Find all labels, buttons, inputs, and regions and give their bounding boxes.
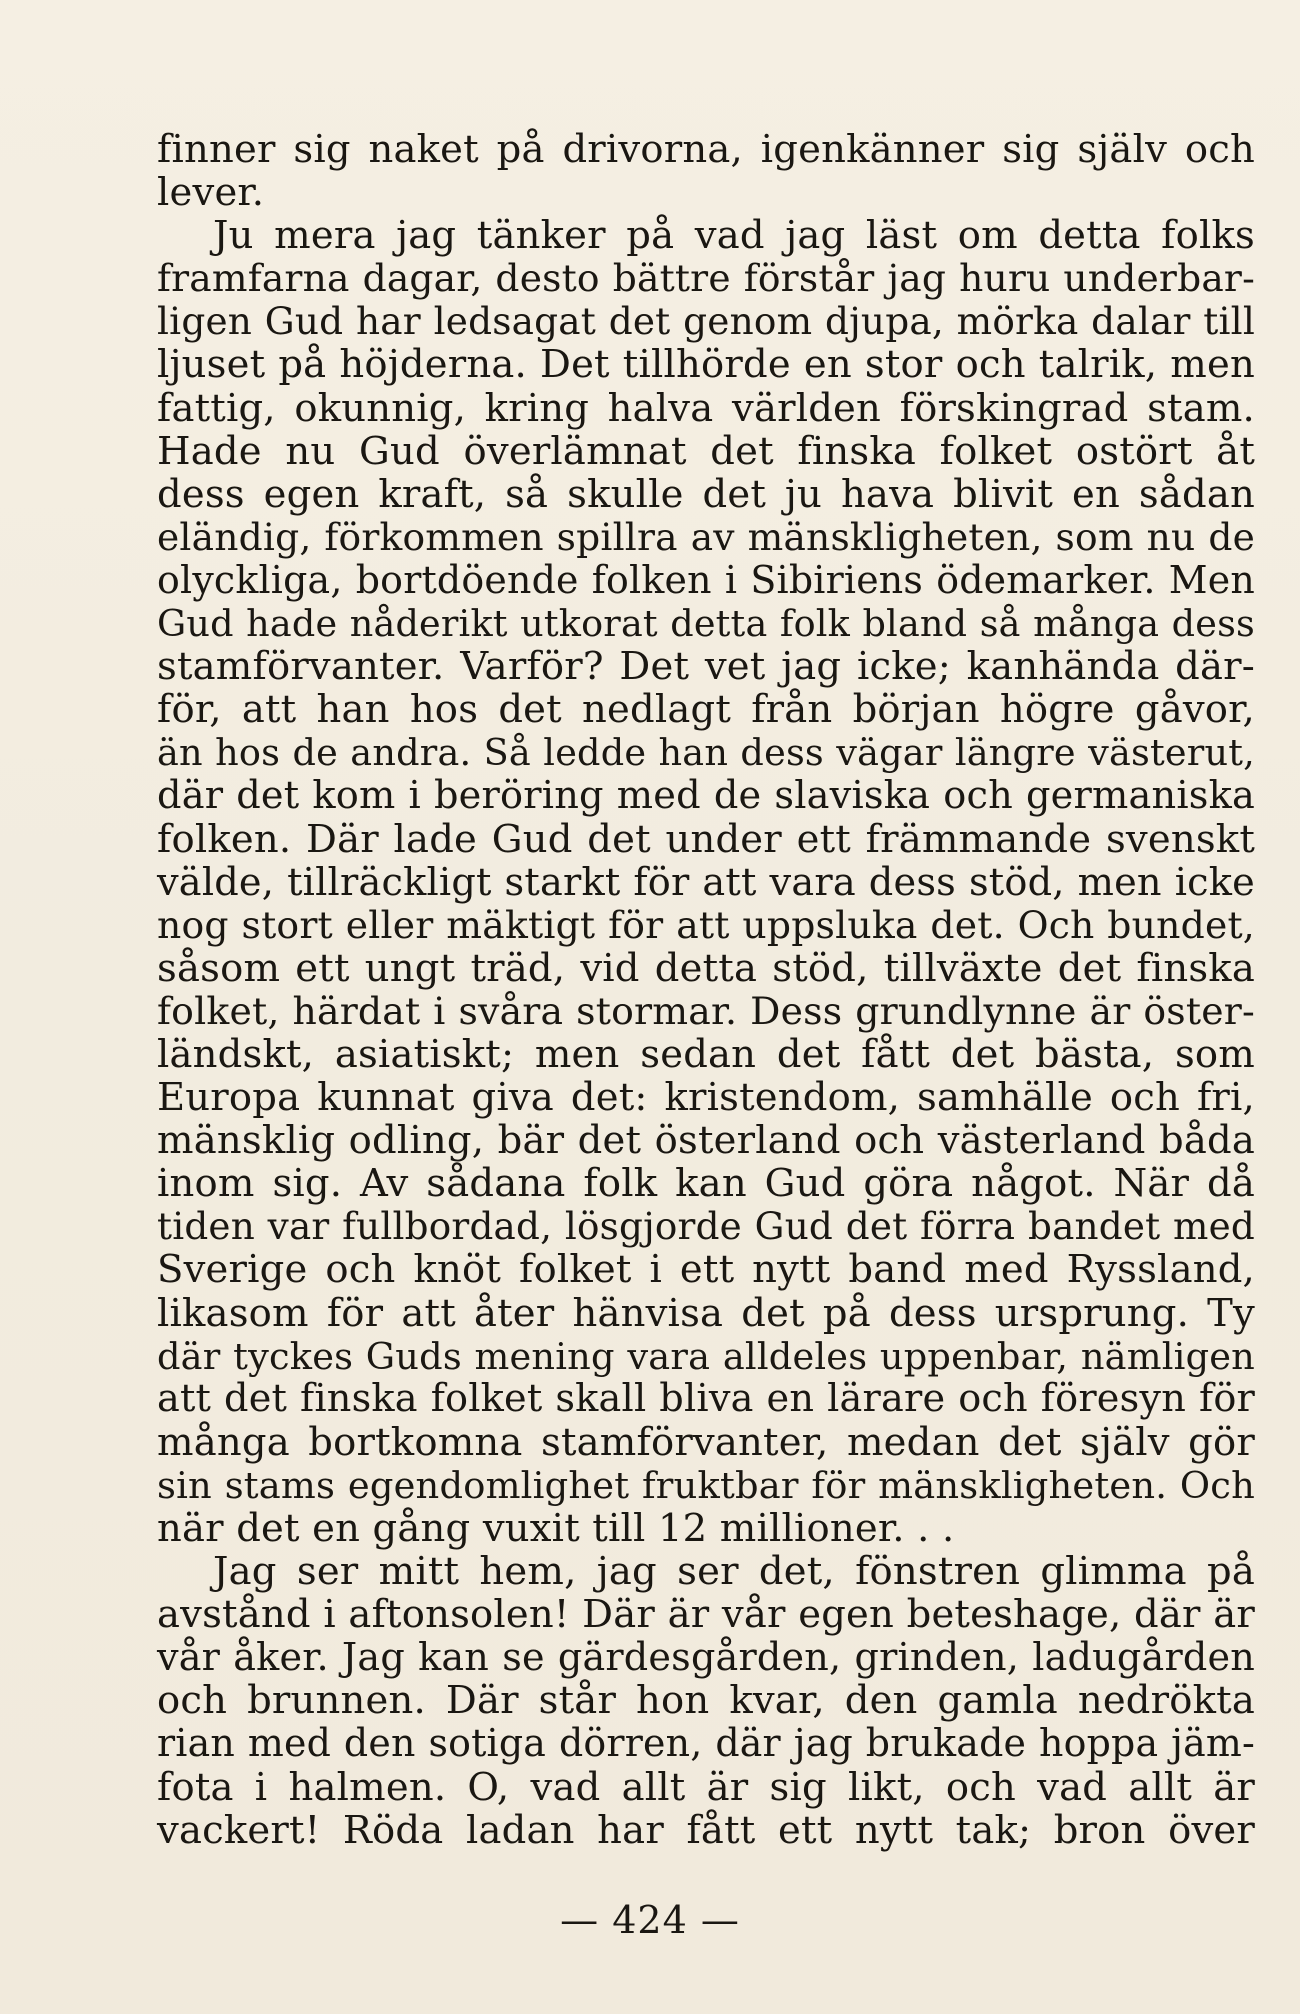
text-line: såsom ett ungt träd, vid detta stöd, tillväxte det finska <box>157 945 1255 991</box>
text-line: finner sig naket på drivorna, igenkänner sig själv och <box>157 127 1255 172</box>
text-line: lever. <box>157 170 265 216</box>
text-line: avstånd i aftonsolen! Där är vår egen beteshage, där är <box>157 1592 1255 1638</box>
text-line: och brunnen. Där står hon kvar, den gamla nedrökta <box>157 1678 1255 1724</box>
text-line: välde, tillräckligt starkt för att vara dess stöd, men icke <box>157 859 1255 905</box>
text-line: tiden var fullbordad, lösgjorde Gud det förra bandet med <box>157 1204 1255 1249</box>
text-line: rian med den sotiga dörren, där jag brukade hoppa jäm- <box>157 1721 1255 1766</box>
text-line: där tyckes Guds mening vara alldeles uppenbar, nämligen <box>157 1334 1255 1378</box>
text-line: för, att han hos det nedlagt från början högre gåvor, <box>157 687 1255 733</box>
text-line: när det en gång vuxit till 12 millioner. . . <box>157 1506 955 1551</box>
text-line: Jag ser mitt hem, jag ser det, fönstren glimma på <box>213 1549 1255 1595</box>
body-text <box>157 128 1255 1852</box>
text-line: ligen Gud har ledsagat det genom djupa, mörka dalar till <box>157 299 1255 344</box>
text-line: Europa kunnat giva det: kristendom, samhälle och fri, <box>157 1075 1255 1121</box>
text-line: framfarna dagar, desto bättre förstår jag huru underbar- <box>157 256 1255 301</box>
text-line: folket, härdat i svåra stormar. Dess grundlynne är öster- <box>157 988 1255 1033</box>
text-line: där det kom i beröring med de slaviska och germaniska <box>157 773 1255 819</box>
text-line: Gud hade nåderikt utkorat detta folk bland så många dess <box>157 602 1255 646</box>
text-line: inom sig. Av sådana folk kan Gud göra något. När då <box>157 1161 1255 1207</box>
text-line: att det finska folket skall bliva en lärare och föresyn för <box>157 1376 1255 1421</box>
text-line: stamförvanter. Varför? Det vet jag icke; kanhända där- <box>157 644 1255 690</box>
text-line: olyckliga, bortdöende folken i Sibiriens ödemarker. Men <box>157 557 1255 602</box>
text-line: Sverige och knöt folket i ett nytt band med Ryssland, <box>157 1247 1255 1293</box>
text-line: folken. Där lade Gud det under ett främmande svenskt <box>157 816 1255 862</box>
text-line: ländskt, asiatiskt; men sedan det fått det bästa, som <box>157 1031 1255 1077</box>
text-line: nog stort eller mäktigt för att uppsluka det. Och bundet, <box>157 902 1255 947</box>
text-line: mänsklig odling, bär det österland och västerland båda <box>157 1118 1255 1164</box>
text-line: fattig, okunnig, kring halva världen förskingrad stam. <box>157 385 1255 431</box>
text-line: Ju mera jag tänker på vad jag läst om detta folks <box>213 213 1255 259</box>
text-line: dess egen kraft, så skulle det ju hava blivit en sådan <box>157 471 1255 517</box>
text-line: fota i halmen. O, vad allt är sig likt, och vad allt är <box>157 1764 1255 1810</box>
page-number: — 424 — <box>560 1898 740 1942</box>
text-line: många bortkomna stamförvanter, medan det själv gör <box>157 1419 1255 1465</box>
text-line: ljuset på höjderna. Det tillhörde en stor och talrik, men <box>157 342 1255 388</box>
text-line: vår åker. Jag kan se gärdesgården, grinden, ladugården <box>157 1635 1255 1680</box>
text-line: likasom för att åter hänvisa det på dess ursprung. Ty <box>157 1290 1255 1336</box>
text-line: sin stams egendomlighet fruktbar för mänskligheten. Och <box>157 1463 1255 1507</box>
text-line: Hade nu Gud överlämnat det finska folket ostört åt <box>157 428 1255 474</box>
text-line: vackert! Röda ladan har fått ett nytt tak; bron över <box>157 1807 1255 1853</box>
text-line: eländig, förkommen spillra av mänskligheten, som nu de <box>157 514 1255 559</box>
text-line: än hos de andra. Så ledde han dess vägar längre västerut, <box>157 731 1255 775</box>
